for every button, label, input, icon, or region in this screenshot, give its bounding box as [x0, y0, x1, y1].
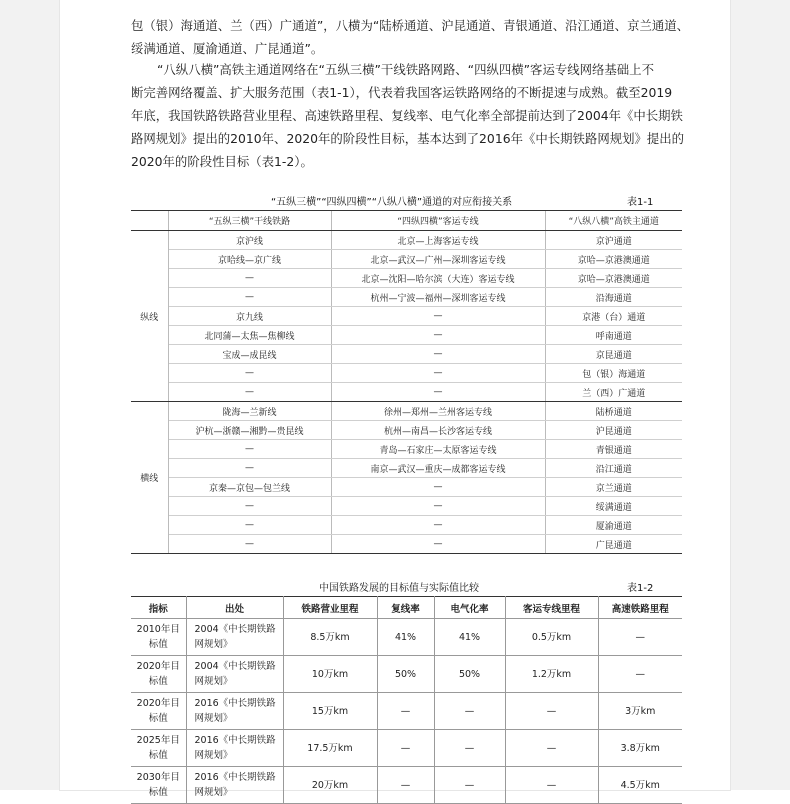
table-cell: —	[168, 440, 331, 459]
table-cell: —	[331, 345, 545, 364]
column-header: “四纵四横”客运专线	[331, 211, 545, 231]
indicator-line: 2025年目	[136, 735, 180, 746]
paragraph-corridor-list	[131, 14, 690, 60]
indicator-line: 标值	[148, 713, 168, 724]
table-row	[131, 326, 682, 345]
table-cell: —	[377, 730, 434, 767]
table-cell: 10万km	[283, 656, 377, 693]
source-line: 网规划》	[194, 787, 233, 798]
table-cell: —	[168, 516, 331, 535]
table-cell: 4.5万km	[598, 767, 682, 804]
table-cell: 3万km	[598, 693, 682, 730]
table-cell: 北京—上海客运专线	[331, 231, 545, 250]
table-cell: 沪杭—浙赣—湘黔—贵昆线	[168, 421, 331, 440]
table-cell: 绥满通道	[545, 497, 682, 516]
table-cell: —	[168, 383, 331, 402]
source-line: 2016《中长期铁路	[194, 772, 276, 783]
text-line: 包（银）海通道、兰（西）广通道”，八横为“陆桥通道、沪昆通道、青银通道、沿江通道、京兰通道、	[131, 18, 690, 33]
table-cell: 京秦—京包—包兰线	[168, 478, 331, 497]
table-row	[131, 269, 682, 288]
table-cell: 沿江通道	[545, 459, 682, 478]
table-cell: —	[598, 619, 682, 656]
text-line: “八纵八横”高铁主通道网络在“五纵三横”干线铁路网路、“四纵四横”客运专线网络基础上不	[157, 62, 654, 77]
table-row	[131, 730, 682, 767]
table-cell: —	[331, 535, 545, 554]
table-header-row	[131, 211, 682, 231]
table-row	[131, 656, 682, 693]
table-row	[131, 383, 682, 402]
table2-number: 表1-2	[627, 583, 654, 594]
table-cell: 厦渝通道	[545, 516, 682, 535]
table-cell: 沿海通道	[545, 288, 682, 307]
source-line: 2004《中长期铁路	[194, 661, 276, 672]
table-cell: 杭州—南昌—长沙客运专线	[331, 421, 545, 440]
column-header: 铁路营业里程	[283, 597, 377, 619]
source-cell	[186, 693, 283, 730]
table-cell: 41%	[434, 619, 505, 656]
table-row	[131, 421, 682, 440]
table-cell: 徐州—郑州—兰州客运专线	[331, 402, 545, 421]
source-line: 网规划》	[194, 676, 233, 687]
table-cell: 京兰通道	[545, 478, 682, 497]
column-header: 电气化率	[434, 597, 505, 619]
table-row	[131, 497, 682, 516]
table-target-vs-actual	[131, 596, 682, 804]
table-cell: —	[434, 730, 505, 767]
source-line: 网规划》	[194, 639, 233, 650]
indicator-line: 标值	[148, 676, 168, 687]
text-line: 断完善网络覆盖、扩大服务范围（表1-1），代表着我国客运铁路网络的不断提速与成熟。截至2019	[131, 85, 673, 100]
table-cell: 南京—武汉—重庆—成都客运专线	[331, 459, 545, 478]
table-row	[131, 767, 682, 804]
table1-number: 表1-1	[627, 197, 654, 208]
source-line: 2004《中长期铁路	[194, 624, 276, 635]
table-row	[131, 231, 682, 250]
table-cell: —	[168, 459, 331, 478]
table-cell: —	[505, 693, 598, 730]
row-group-label: 纵线	[131, 231, 168, 402]
table-cell: —	[434, 767, 505, 804]
table-cell: —	[331, 326, 545, 345]
indicator-cell	[131, 767, 186, 804]
indicator-line: 标值	[148, 787, 168, 798]
table-cell: 京港（台）通道	[545, 307, 682, 326]
indicator-cell	[131, 656, 186, 693]
column-header: 客运专线里程	[505, 597, 598, 619]
table-cell: 杭州—宁波—福州—深圳客运专线	[331, 288, 545, 307]
table-row	[131, 307, 682, 326]
table-cell: 15万km	[283, 693, 377, 730]
table-cell: —	[168, 288, 331, 307]
column-header: 出处	[186, 597, 283, 619]
table-cell: 陇海—兰新线	[168, 402, 331, 421]
text-line: 路网规划》提出的2010年、2020年的阶段性目标，基本达到了2016年《中长期铁路网规划》提出的	[131, 131, 685, 146]
table-cell: 17.5万km	[283, 730, 377, 767]
table-cell: —	[598, 656, 682, 693]
table-cell: 50%	[434, 656, 505, 693]
table-cell: 北京—武汉—广州—深圳客运专线	[331, 250, 545, 269]
source-line: 网规划》	[194, 713, 233, 724]
text-line: 绥满通道、厦渝通道、广昆通道”。	[131, 41, 324, 56]
table-row	[131, 478, 682, 497]
table-cell: 陆桥通道	[545, 402, 682, 421]
source-cell	[186, 767, 283, 804]
table-cell: 青银通道	[545, 440, 682, 459]
table-cell: —	[331, 364, 545, 383]
table2-caption: 中国铁路发展的目标值与实际值比较	[319, 583, 479, 594]
table-cell: —	[505, 730, 598, 767]
table-cell: 京哈线—京广线	[168, 250, 331, 269]
table-cell: 50%	[377, 656, 434, 693]
table-cell: 兰（西）广通道	[545, 383, 682, 402]
table-cell: 3.8万km	[598, 730, 682, 767]
table-cell: —	[331, 307, 545, 326]
table1-caption: “五纵三横”“四纵四横”“八纵八横”通道的对应衔接关系	[271, 197, 513, 208]
column-header: 指标	[131, 597, 186, 619]
indicator-line: 2010年目	[136, 624, 180, 635]
indicator-cell	[131, 619, 186, 656]
table-row	[131, 440, 682, 459]
table-body	[131, 619, 682, 804]
table-cell: —	[168, 497, 331, 516]
table-row	[131, 345, 682, 364]
table-row	[131, 516, 682, 535]
table-corridor-mapping	[131, 210, 682, 554]
table-row	[131, 288, 682, 307]
table-row	[131, 250, 682, 269]
source-cell	[186, 619, 283, 656]
table-cell: —	[331, 478, 545, 497]
column-header: “八纵八横”高铁主通道	[545, 211, 682, 231]
table-body	[131, 231, 682, 554]
table-cell: —	[168, 269, 331, 288]
table-cell: 北同蒲—太焦—焦柳线	[168, 326, 331, 345]
table-row	[131, 402, 682, 421]
source-line: 2016《中长期铁路	[194, 735, 276, 746]
table-header-row	[131, 597, 682, 619]
table-row	[131, 459, 682, 478]
text-line: 2020年的阶段性目标（表1-2）。	[131, 154, 313, 169]
column-header	[131, 211, 168, 231]
table-cell: 京哈—京港澳通道	[545, 250, 682, 269]
table-cell: 青岛—石家庄—太原客运专线	[331, 440, 545, 459]
table-cell: 1.2万km	[505, 656, 598, 693]
table-cell: —	[168, 535, 331, 554]
column-header: 高速铁路里程	[598, 597, 682, 619]
table-cell: —	[377, 693, 434, 730]
source-line: 网规划》	[194, 750, 233, 761]
table-row	[131, 364, 682, 383]
table-cell: 京昆通道	[545, 345, 682, 364]
table-cell: —	[505, 767, 598, 804]
table-cell: 8.5万km	[283, 619, 377, 656]
text-line: 年底，我国铁路铁路营业里程、高速铁路里程、复线率、电气化率全部提前达到了2004年《中长期铁	[131, 108, 683, 123]
table-cell: 41%	[377, 619, 434, 656]
indicator-cell	[131, 730, 186, 767]
column-header: 复线率	[377, 597, 434, 619]
table-cell: 京沪线	[168, 231, 331, 250]
source-cell	[186, 656, 283, 693]
table-cell: 0.5万km	[505, 619, 598, 656]
table-cell: —	[434, 693, 505, 730]
paragraph-network-summary	[131, 58, 685, 173]
indicator-line: 2030年目	[136, 772, 180, 783]
table-cell: 京哈—京港澳通道	[545, 269, 682, 288]
table-cell: 广昆通道	[545, 535, 682, 554]
table-cell: 京沪通道	[545, 231, 682, 250]
table-cell: —	[377, 767, 434, 804]
indicator-line: 2020年目	[136, 698, 180, 709]
source-cell	[186, 730, 283, 767]
table-cell: 包（银）海通道	[545, 364, 682, 383]
table-cell: 宝成—成昆线	[168, 345, 331, 364]
table-cell: 京九线	[168, 307, 331, 326]
table-row	[131, 693, 682, 730]
indicator-line: 标值	[148, 750, 168, 761]
indicator-line: 2020年目	[136, 661, 180, 672]
table-row	[131, 619, 682, 656]
table-cell: —	[331, 516, 545, 535]
table-cell: 北京—沈阳—哈尔滨（大连）客运专线	[331, 269, 545, 288]
table-row	[131, 535, 682, 554]
table-cell: 呼南通道	[545, 326, 682, 345]
indicator-cell	[131, 693, 186, 730]
page-margin-right	[730, 0, 790, 790]
table-cell: 沪昆通道	[545, 421, 682, 440]
table-cell: —	[331, 497, 545, 516]
indicator-line: 标值	[148, 639, 168, 650]
table-cell: —	[331, 383, 545, 402]
source-line: 2016《中长期铁路	[194, 698, 276, 709]
row-group-label: 横线	[131, 402, 168, 554]
table-cell: 20万km	[283, 767, 377, 804]
table-cell: —	[168, 364, 331, 383]
column-header: “五纵三横”干线铁路	[168, 211, 331, 231]
page-margin-left	[0, 0, 60, 790]
